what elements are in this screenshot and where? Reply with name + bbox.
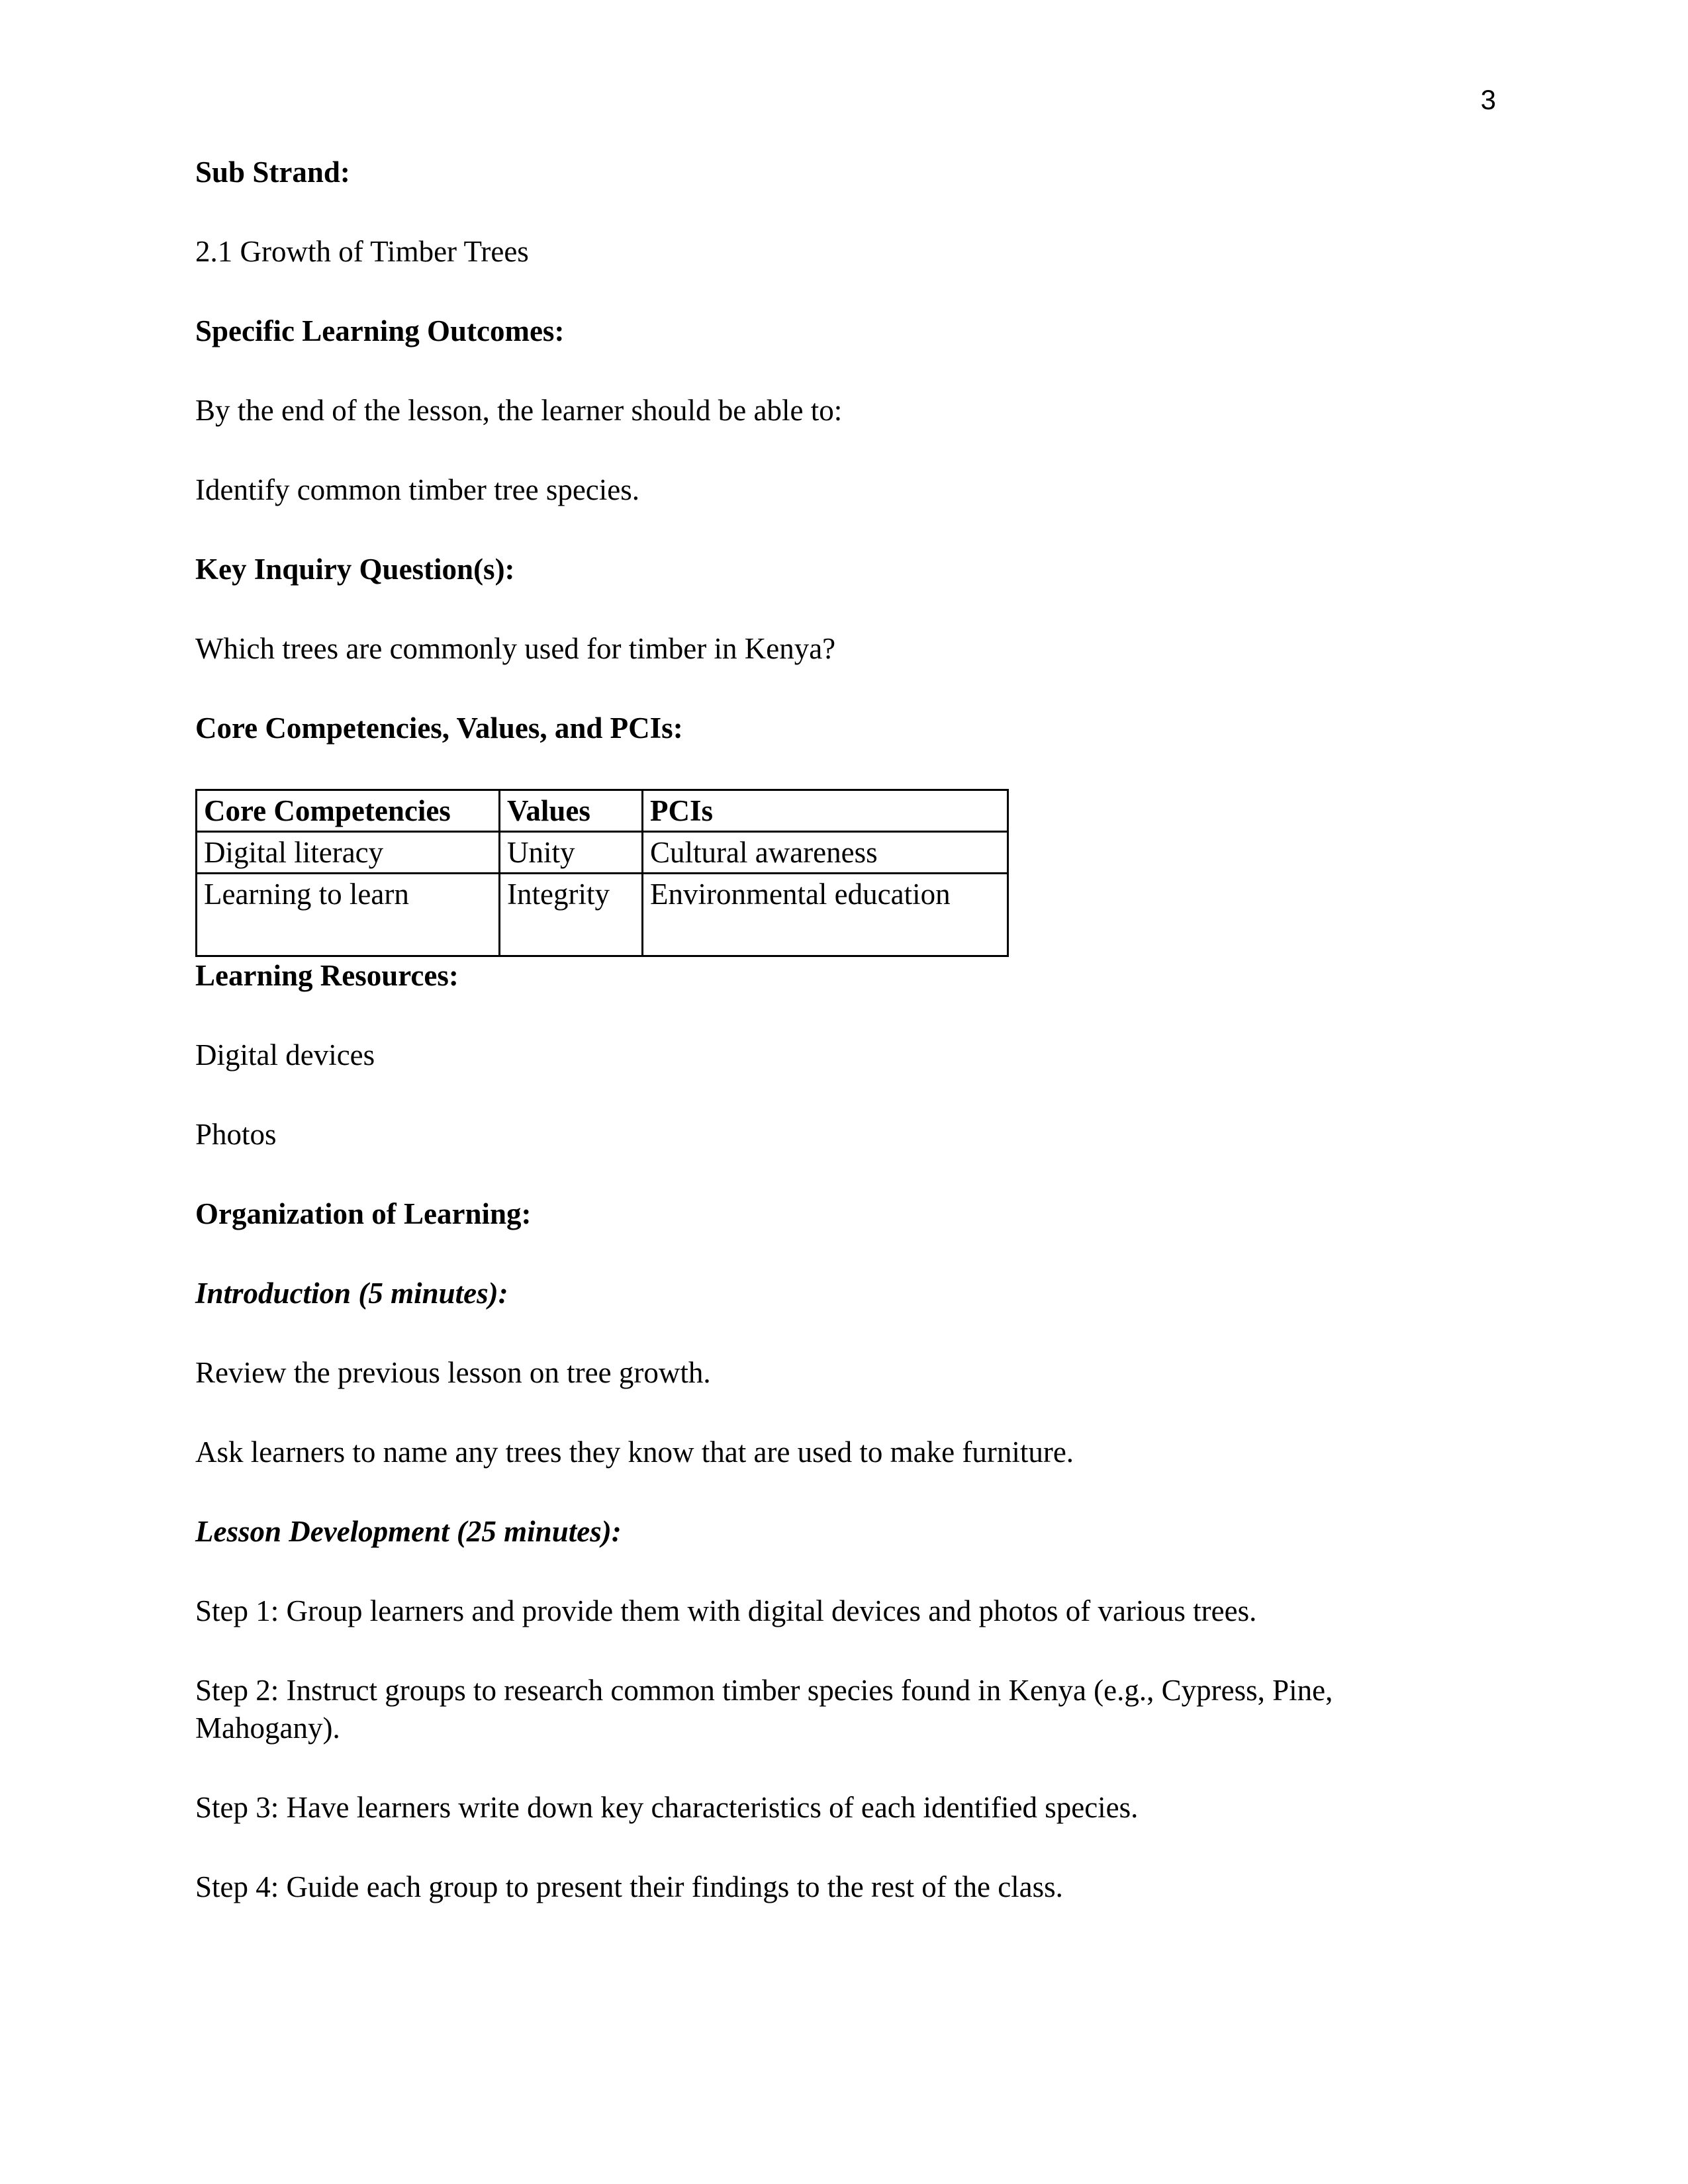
lesson-step: Step 3: Have learners write down key characteristics of each identified species.	[195, 1791, 1139, 1824]
introduction-heading: Introduction (5 minutes):	[195, 1277, 508, 1310]
competency-table-wrapper	[195, 789, 1470, 957]
specific-learning-outcome-item: Identify common timber tree species.	[195, 473, 640, 506]
cell-core-competency: Learning to learn	[197, 874, 500, 956]
table-header-pcis: PCIs	[643, 790, 1008, 832]
introduction-line: Review the previous lesson on tree growth.	[195, 1356, 711, 1389]
learning-resource-item: Digital devices	[195, 1038, 375, 1071]
lesson-step: Step 2: Instruct groups to research common timber species found in Kenya (e.g., Cypress, Pine, Mahogany).	[195, 1674, 1333, 1745]
learning-resources-heading: Learning Resources:	[195, 959, 459, 992]
table-header-values: Values	[500, 790, 643, 832]
cell-value: Integrity	[500, 874, 643, 956]
page-number: 3	[1480, 84, 1496, 115]
cell-pci: Cultural awareness	[643, 832, 1008, 874]
lesson-step: Step 1: Group learners and provide them with digital devices and photos of various trees.	[195, 1594, 1257, 1627]
document-body	[195, 154, 1470, 1948]
lesson-step: Step 4: Guide each group to present their findings to the rest of the class.	[195, 1870, 1063, 1903]
table-row	[197, 832, 1008, 874]
table-header-core-competencies: Core Competencies	[197, 790, 500, 832]
introduction-line: Ask learners to name any trees they know that are used to make furniture.	[195, 1435, 1074, 1469]
table-row	[197, 874, 1008, 956]
core-competencies-heading: Core Competencies, Values, and PCIs:	[195, 711, 683, 745]
cell-pci: Environmental education	[643, 874, 1008, 956]
table-header-row	[197, 790, 1008, 832]
learning-resource-item: Photos	[195, 1118, 277, 1151]
cell-value: Unity	[500, 832, 643, 874]
core-competencies-table	[195, 789, 1009, 957]
key-inquiry-question: Which trees are commonly used for timber in Kenya?	[195, 632, 836, 665]
specific-learning-outcomes-intro: By the end of the lesson, the learner should be able to:	[195, 394, 843, 427]
sub-strand-value: 2.1 Growth of Timber Trees	[195, 235, 529, 268]
organization-of-learning-heading: Organization of Learning:	[195, 1197, 532, 1230]
specific-learning-outcomes-heading: Specific Learning Outcomes:	[195, 314, 565, 347]
lesson-development-heading: Lesson Development (25 minutes):	[195, 1515, 622, 1548]
cell-core-competency: Digital literacy	[197, 832, 500, 874]
sub-strand-heading: Sub Strand:	[195, 156, 350, 189]
key-inquiry-heading: Key Inquiry Question(s):	[195, 553, 515, 586]
